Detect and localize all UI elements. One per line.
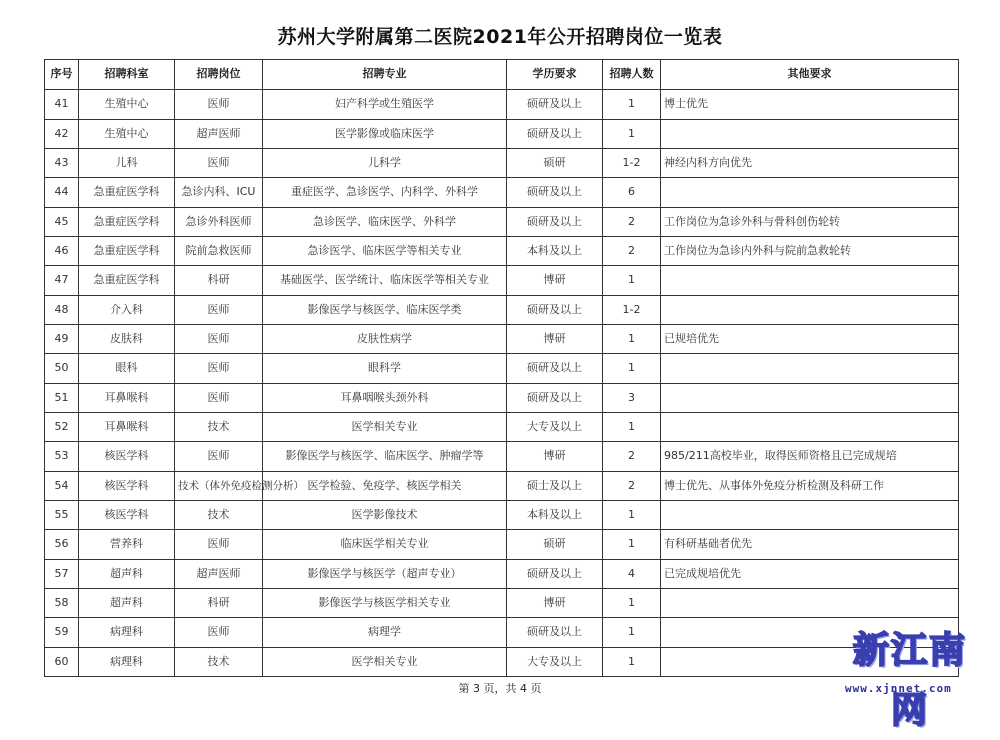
table-row — [45, 501, 959, 530]
table-row — [45, 296, 959, 325]
cell-index: 41 — [45, 90, 79, 120]
cell-headcount: 3 — [603, 384, 661, 413]
cell-headcount: 2 — [603, 442, 661, 472]
cell-department: 核医学科 — [79, 472, 175, 501]
cell-position: 医师 — [175, 325, 263, 354]
cell-position: 院前急救医师 — [175, 237, 263, 266]
cell-department: 病理科 — [79, 648, 175, 677]
cell-other-requirements — [661, 589, 959, 618]
cell-index: 55 — [45, 501, 79, 530]
cell-index: 54 — [45, 472, 79, 501]
cell-position: 医师 — [175, 530, 263, 560]
cell-major: 影像医学与核医学、临床医学、肿瘤学等 — [263, 442, 507, 472]
page-footer: 第 3 页，共 4 页 — [458, 682, 542, 695]
cell-position: 医师 — [175, 354, 263, 384]
table-row — [45, 149, 959, 178]
cell-major: 病理学 — [263, 618, 507, 648]
header-other-requirements: 其他要求 — [661, 60, 959, 90]
cell-headcount: 1 — [603, 354, 661, 384]
cell-major: 医学相关专业 — [263, 413, 507, 442]
cell-position: 超声医师 — [175, 120, 263, 149]
cell-department: 眼科 — [79, 354, 175, 384]
cell-education: 博研 — [507, 442, 603, 472]
cell-major: 妇产科学或生殖医学 — [263, 90, 507, 120]
recruitment-table — [44, 59, 959, 677]
table-row — [45, 442, 959, 472]
cell-education: 博研 — [507, 325, 603, 354]
cell-position: 急诊内科、ICU — [175, 178, 263, 208]
cell-headcount: 1 — [603, 589, 661, 618]
cell-headcount: 1 — [603, 325, 661, 354]
cell-index: 59 — [45, 618, 79, 648]
table-row — [45, 354, 959, 384]
cell-position: 技术 — [175, 648, 263, 677]
table-row — [45, 90, 959, 120]
table-row — [45, 208, 959, 237]
table-body — [45, 90, 959, 677]
cell-other-requirements — [661, 266, 959, 296]
cell-major: 耳鼻咽喉头颈外科 — [263, 384, 507, 413]
cell-department: 急重症医学科 — [79, 208, 175, 237]
table-row — [45, 618, 959, 648]
cell-position: 技术 — [175, 501, 263, 530]
header-index: 序号 — [45, 60, 79, 90]
cell-headcount: 1-2 — [603, 149, 661, 178]
cell-position: 医师 — [175, 149, 263, 178]
cell-headcount: 2 — [603, 208, 661, 237]
cell-education: 硕研及以上 — [507, 120, 603, 149]
cell-education: 硕研及以上 — [507, 354, 603, 384]
cell-headcount: 1 — [603, 618, 661, 648]
table-row — [45, 178, 959, 208]
cell-other-requirements — [661, 120, 959, 149]
cell-education: 硕研及以上 — [507, 178, 603, 208]
cell-education: 硕研及以上 — [507, 560, 603, 589]
table-row — [45, 325, 959, 354]
cell-department: 营养科 — [79, 530, 175, 560]
cell-other-requirements — [661, 384, 959, 413]
cell-education: 大专及以上 — [507, 648, 603, 677]
cell-headcount: 1 — [603, 90, 661, 120]
watermark-logo: 新江南网 — [852, 629, 967, 731]
cell-index: 53 — [45, 442, 79, 472]
cell-department: 生殖中心 — [79, 120, 175, 149]
header-headcount: 招聘人数 — [603, 60, 661, 90]
cell-other-requirements: 博士优先 — [661, 90, 959, 120]
cell-other-requirements: 博士优先、从事体外免疫分析检测及科研工作 — [661, 472, 959, 501]
table-row — [45, 472, 959, 501]
cell-position: 医师 — [175, 90, 263, 120]
cell-headcount: 2 — [603, 237, 661, 266]
cell-position: 医师 — [175, 442, 263, 472]
cell-major: 皮肤性病学 — [263, 325, 507, 354]
cell-education: 本科及以上 — [507, 501, 603, 530]
cell-position: 医师 — [175, 384, 263, 413]
cell-department: 耳鼻喉科 — [79, 384, 175, 413]
cell-index: 42 — [45, 120, 79, 149]
cell-department: 儿科 — [79, 149, 175, 178]
cell-other-requirements — [661, 354, 959, 384]
page-title: 苏州大学附属第二医院2021年公开招聘岗位一览表 — [277, 26, 723, 48]
cell-education: 硕研 — [507, 530, 603, 560]
cell-other-requirements: 有科研基础者优先 — [661, 530, 959, 560]
cell-position: 科研 — [175, 589, 263, 618]
cell-index: 49 — [45, 325, 79, 354]
cell-headcount: 6 — [603, 178, 661, 208]
cell-major: 重症医学、急诊医学、内科学、外科学 — [263, 178, 507, 208]
cell-index: 46 — [45, 237, 79, 266]
cell-index: 43 — [45, 149, 79, 178]
watermark-url: www.xjnnet.com — [845, 682, 952, 695]
header-education: 学历要求 — [507, 60, 603, 90]
cell-department: 超声科 — [79, 560, 175, 589]
cell-headcount: 1 — [603, 120, 661, 149]
cell-major: 影像医学与核医学、临床医学类 — [263, 296, 507, 325]
header-department: 招聘科室 — [79, 60, 175, 90]
cell-headcount: 1 — [603, 266, 661, 296]
cell-headcount: 1 — [603, 501, 661, 530]
cell-other-requirements: 工作岗位为急诊外科与骨科创伤轮转 — [661, 208, 959, 237]
cell-other-requirements — [661, 413, 959, 442]
cell-department: 耳鼻喉科 — [79, 413, 175, 442]
cell-other-requirements — [661, 178, 959, 208]
cell-other-requirements — [661, 501, 959, 530]
cell-other-requirements — [661, 296, 959, 325]
cell-education: 硕研 — [507, 149, 603, 178]
table-header-row — [45, 60, 959, 90]
cell-department: 急重症医学科 — [79, 237, 175, 266]
cell-position: 医师 — [175, 296, 263, 325]
cell-other-requirements: 985/211高校毕业，取得医师资格且已完成规培 — [661, 442, 959, 472]
table-row — [45, 384, 959, 413]
cell-major: 影像医学与核医学相关专业 — [263, 589, 507, 618]
table-row — [45, 589, 959, 618]
table-row — [45, 560, 959, 589]
cell-position: 科研 — [175, 266, 263, 296]
cell-major: 医学检验、免疫学、核医学相关 — [263, 472, 507, 501]
cell-index: 50 — [45, 354, 79, 384]
cell-index: 52 — [45, 413, 79, 442]
cell-department: 介入科 — [79, 296, 175, 325]
cell-headcount: 1-2 — [603, 296, 661, 325]
cell-headcount: 4 — [603, 560, 661, 589]
cell-department: 急重症医学科 — [79, 266, 175, 296]
cell-major: 急诊医学、临床医学等相关专业 — [263, 237, 507, 266]
cell-department: 超声科 — [79, 589, 175, 618]
cell-other-requirements: 已完成规培优先 — [661, 560, 959, 589]
cell-headcount: 1 — [603, 530, 661, 560]
cell-index: 47 — [45, 266, 79, 296]
cell-education: 硕研及以上 — [507, 384, 603, 413]
cell-department: 核医学科 — [79, 442, 175, 472]
cell-major: 基础医学、医学统计、临床医学等相关专业 — [263, 266, 507, 296]
cell-index: 44 — [45, 178, 79, 208]
cell-headcount: 1 — [603, 413, 661, 442]
cell-education: 硕士及以上 — [507, 472, 603, 501]
table-row — [45, 530, 959, 560]
cell-education: 硕研及以上 — [507, 618, 603, 648]
cell-major: 医学影像或临床医学 — [263, 120, 507, 149]
cell-department: 急重症医学科 — [79, 178, 175, 208]
cell-position: 技术（体外免疫检测分析） — [175, 472, 263, 501]
cell-major: 影像医学与核医学（超声专业） — [263, 560, 507, 589]
cell-education: 硕研及以上 — [507, 208, 603, 237]
cell-position: 技术 — [175, 413, 263, 442]
header-major: 招聘专业 — [263, 60, 507, 90]
cell-education: 硕研及以上 — [507, 90, 603, 120]
cell-department: 病理科 — [79, 618, 175, 648]
cell-other-requirements: 工作岗位为急诊内外科与院前急救轮转 — [661, 237, 959, 266]
table-row — [45, 120, 959, 149]
cell-major: 临床医学相关专业 — [263, 530, 507, 560]
table-row — [45, 237, 959, 266]
table-row — [45, 266, 959, 296]
cell-headcount: 1 — [603, 648, 661, 677]
cell-other-requirements: 已规培优先 — [661, 325, 959, 354]
cell-index: 51 — [45, 384, 79, 413]
cell-major: 医学影像技术 — [263, 501, 507, 530]
cell-index: 60 — [45, 648, 79, 677]
cell-major: 急诊医学、临床医学、外科学 — [263, 208, 507, 237]
cell-education: 博研 — [507, 266, 603, 296]
table-row — [45, 413, 959, 442]
cell-index: 58 — [45, 589, 79, 618]
cell-major: 儿科学 — [263, 149, 507, 178]
cell-department: 皮肤科 — [79, 325, 175, 354]
cell-other-requirements: 神经内科方向优先 — [661, 149, 959, 178]
cell-headcount: 2 — [603, 472, 661, 501]
cell-major: 医学相关专业 — [263, 648, 507, 677]
header-position: 招聘岗位 — [175, 60, 263, 90]
watermark — [835, 620, 985, 731]
table-row — [45, 648, 959, 677]
cell-index: 57 — [45, 560, 79, 589]
cell-index: 56 — [45, 530, 79, 560]
cell-position: 急诊外科医师 — [175, 208, 263, 237]
cell-education: 本科及以上 — [507, 237, 603, 266]
cell-department: 生殖中心 — [79, 90, 175, 120]
cell-education: 大专及以上 — [507, 413, 603, 442]
cell-education: 博研 — [507, 589, 603, 618]
cell-index: 45 — [45, 208, 79, 237]
cell-major: 眼科学 — [263, 354, 507, 384]
cell-education: 硕研及以上 — [507, 296, 603, 325]
cell-position: 超声医师 — [175, 560, 263, 589]
cell-index: 48 — [45, 296, 79, 325]
cell-position: 医师 — [175, 618, 263, 648]
cell-department: 核医学科 — [79, 501, 175, 530]
